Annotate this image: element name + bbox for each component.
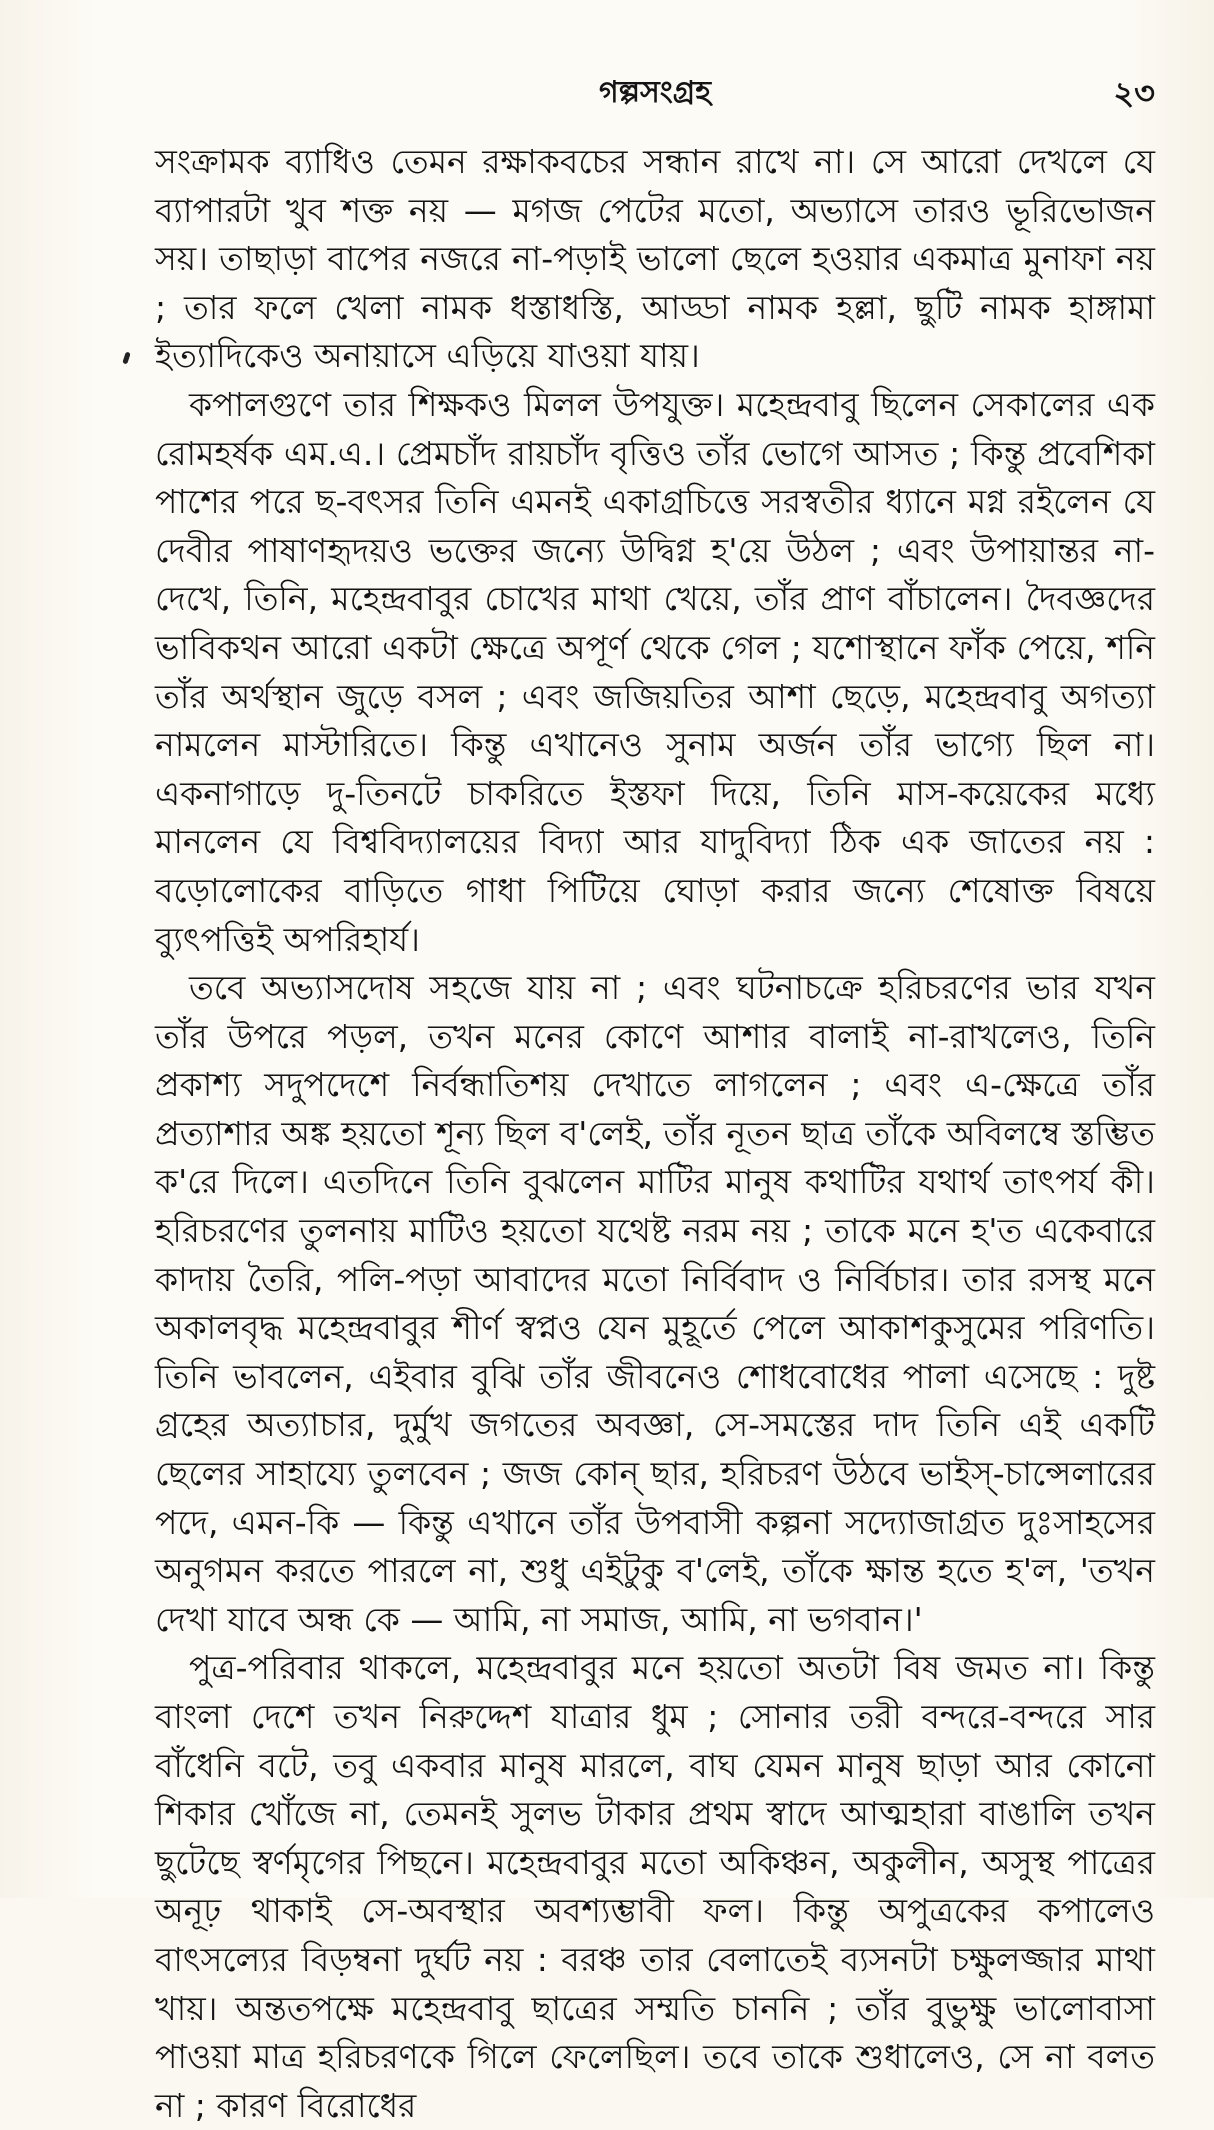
- margin-mark: [122, 352, 130, 365]
- paragraph-4: পুত্র-পরিবার থাকলে, মহেন্দ্রবাবুর মনে হয়তো অতটা বিষ জমত না। কিন্তু বাংলা দেশে তখন নিরুদ্দেশ যাত্রার ধুম ; সোনার তরী বন্দরে-বন্দরে সার বাঁধেনি বটে, তবু একবার মানুষ মারলে, বাঘ যেমন মানুষ ছাড়া আর কোনো শিকার খোঁজে না, তেমনই সুলভ টাকার প্রথম স্বাদে আত্মহারা বাঙালি তখন ছুটেছে স্বর্ণমৃগের পিছনে। মহেন্দ্রবাবুর মতো অকিঞ্চন, অকুলীন, অসুস্থ পাত্রের অনূঢ় থাকাই সে-অবস্থার অবশ্যম্ভাবী ফল। কিন্তু অপুত্রকের কপালেও বাৎসল্যের বিড়ম্বনা দুর্ঘট নয় : বরঞ্চ তার বেলাতেই ব্যসনটা চক্ষুলজ্জার মাথা খায়। অন্ততপক্ষে মহেন্দ্রবাবু ছাত্রের সম্মতি চাননি ; তাঁর বুভুক্ষু ভালোবাসা পাওয়া মাত্র হরিচরণকে গিলে ফেলেছিল। তবে তাকে শুধালেও, সে না বলত না ; কারণ বিরোধের: [155, 1648, 1155, 2125]
- paragraph-3: তবে অভ্যাসদোষ সহজে যায় না ; এবং ঘটনাচক্রে হরিচরণের ভার যখন তাঁর উপরে পড়ল, তখন মনের কোণে আশার বালাই না-রাখলেও, তিনি প্রকাশ্য সদুপদেশে নির্বন্ধাতিশয় দেখাতে লাগলেন ; এবং এ-ক্ষেত্রে তাঁর প্রত্যাশার অঙ্ক হয়তো শূন্য ছিল ব'লেই, তাঁর নূতন ছাত্র তাঁকে অবিলম্বে স্তম্ভিত ক'রে দিলে। এতদিনে তিনি বুঝলেন মাটির মানুষ কথাটির যথার্থ তাৎপর্য কী। হরিচরণের তুলনায় মাটিও হয়তো যথেষ্ট নরম নয় ; তাকে মনে হ'ত একেবারে কাদায় তৈরি, পলি-পড়া আবাদের মতো নির্বিবাদ ও নির্বিচার। তার রসস্থ মনে অকালবৃদ্ধ মহেন্দ্রবাবুর শীর্ণ স্বপ্নও যেন মুহূর্তে পেলে আকাশকুসুমের পরিণতি। তিনি ভাবলেন, এইবার বুঝি তাঁর জীবনেও শোধবোধের পালা এসেছে : দুষ্ট গ্রহের অত্যাচার, দুর্মুখ জগতের অবজ্ঞা, সে-সমস্তের দাদ তিনি এই একটি ছেলের সাহায্যে তুলবেন ; জজ কোন্ ছার, হরিচরণ উঠবে ভাইস্-চান্সেলারের পদে, এমন-কি — কিন্তু এখানে তাঁর উপবাসী কল্পনা সদ্যোজাগ্রত দুঃসাহসের অনুগমন করতে পারলে না, শুধু এইটুকু ব'লেই, তাঁকে ক্ষান্ত হতে হ'ল, 'তখন দেখা যাবে অন্ধ কে — আমি, না সমাজ, আমি, না ভগবান।': [155, 968, 1155, 1639]
- running-title: গল্পসংগ্রহ: [598, 75, 712, 110]
- paragraph-1: সংক্রামক ব্যাধিও তেমন রক্ষাকবচের সন্ধান রাখে না। সে আরো দেখলে যে ব্যাপারটা খুব শক্ত নয় — মগজ পেটের মতো, অভ্যাসে তারও ভূরিভোজন সয়। তাছাড়া বাপের নজরে না-পড়াই ভালো ছেলে হওয়ার একমাত্র মুনাফা নয় ; তার ফলে খেলা নামক ধস্তাধস্তি, আড্ডা নামক হল্লা, ছুটি নামক হাঙ্গামা ইত্যাদিকেও অনায়াসে এড়িয়ে যাওয়া যায়।: [155, 142, 1155, 376]
- paragraph-2: কপালগুণে তার শিক্ষকও মিলল উপযুক্ত। মহেন্দ্রবাবু ছিলেন সেকালের এক রোমহর্ষক এম.এ.। প্রেমচাঁদ রায়চাঁদ বৃত্তিও তাঁর ভোগে আসত ; কিন্তু প্রবেশিকা পাশের পরে ছ-বৎসর তিনি এমনই একাগ্রচিত্তে সরস্বতীর ধ্যানে মগ্ন রইলেন যে দেবীর পাষাণহৃদয়ও ভক্তের জন্যে উদ্বিগ্ন হ'য়ে উঠল ; এবং উপায়ান্তর না-দেখে, তিনি, মহেন্দ্রবাবুর চোখের মাথা খেয়ে, তাঁর প্রাণ বাঁচালেন। দৈবজ্ঞদের ভাবিকথন আরো একটা ক্ষেত্রে অপূর্ণ থেকে গেল ; যশোস্থানে ফাঁক পেয়ে, শনি তাঁর অর্থস্থান জুড়ে বসল ; এবং জজিয়তির আশা ছেড়ে, মহেন্দ্রবাবু অগত্যা নামলেন মাস্টারিতে। কিন্তু এখানেও সুনাম অর্জন তাঁর ভাগ্যে ছিল না। একনাগাড়ে দু-তিনটে চাকরিতে ইস্তফা দিয়ে, তিনি মাস-কয়েকের মধ্যে মানলেন যে বিশ্ববিদ্যালয়ের বিদ্যা আর যাদুবিদ্যা ঠিক এক জাতের নয় : বড়োলোকের বাড়িতে গাধা পিটিয়ে ঘোড়া করার জন্যে শেষোক্ত বিষয়ে ব্যুৎপত্তিই অপরিহার্য।: [155, 384, 1155, 959]
- page-number: ২৩: [1113, 74, 1155, 112]
- page-header: [155, 68, 1155, 118]
- body-text: [155, 138, 1155, 2130]
